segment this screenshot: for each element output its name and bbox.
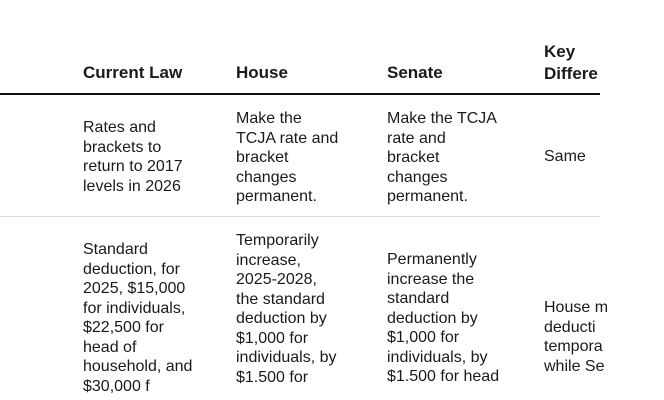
row2-current-law-cell: Standard deduction, for 2025, $15,000 for individuals, $22,500 for head of household, and $30,000 f <box>83 241 193 395</box>
header-key-difference-line1: Key <box>544 42 576 61</box>
row1-current-law-cell: Rates and brackets to return to 2017 levels in 2026 <box>83 119 183 195</box>
row1-first-column-cell <box>0 128 30 187</box>
header-senate: Senate <box>387 63 443 82</box>
row2-first-column-cell <box>0 337 30 376</box>
header-house: House <box>236 63 288 82</box>
row1-house-cell: Make the TCJA rate and bracket changes permanent. <box>236 110 339 205</box>
header-first-column <box>0 62 30 84</box>
header-current-law: Current Law <box>83 63 183 82</box>
row-divider <box>0 216 600 217</box>
header-key-difference <box>544 41 664 85</box>
header-key-difference-line2: Differe <box>544 64 598 83</box>
row1-key-difference-cell: Same <box>544 148 586 165</box>
header-divider <box>0 93 600 95</box>
row1-senate-cell: Make the TCJA rate and bracket changes permanent. <box>387 110 497 205</box>
row2-house-cell: Temporarily increase, 2025-2028, the standard deduction by $1,000 for individuals, by $1.500 for <box>236 232 337 386</box>
row2-senate-cell: Permanently increase the standard deduction by $1,000 for individuals, by $1.500 for head <box>387 251 500 385</box>
row2-key-difference-cell: House m deducti tempora while Se <box>544 299 609 375</box>
